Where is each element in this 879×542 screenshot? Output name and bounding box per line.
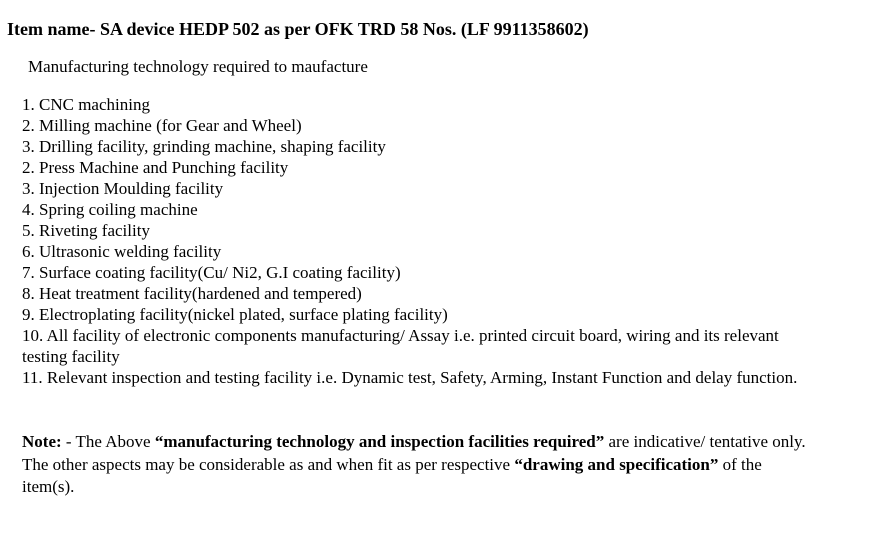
requirements-list xyxy=(22,94,812,388)
list-item: 10. All facility of electronic components manufacturing/ Assay i.e. printed circuit board, wiring and its relevant testing facility xyxy=(22,326,779,366)
list-item: 2. Milling machine (for Gear and Wheel) xyxy=(22,116,302,135)
list-item: 2. Press Machine and Punching facility xyxy=(22,158,289,177)
note-paragraph xyxy=(22,431,807,499)
list-item: 1. CNC machining xyxy=(22,95,150,114)
list-item: 9. Electroplating facility(nickel plated, surface plating facility) xyxy=(22,305,448,324)
manufacturing-subtitle: Manufacturing technology required to maufacture xyxy=(28,57,368,76)
note-bold-1: “manufacturing technology and inspection facilities required” xyxy=(154,432,605,451)
list-item: 6. Ultrasonic welding facility xyxy=(22,242,222,261)
note-text-2: are indicative/ tentative only. The other aspects may be considerable as and when fit as per respective xyxy=(22,432,806,474)
note-text-1: - The Above xyxy=(61,432,155,451)
list-item: 3. Injection Moulding facility xyxy=(22,179,224,198)
note-bold-2: “drawing and specification” xyxy=(514,454,719,474)
list-item: 3. Drilling facility, grinding machine, shaping facility xyxy=(22,137,386,156)
note-label: Note: xyxy=(22,432,62,451)
list-item: 8. Heat treatment facility(hardened and tempered) xyxy=(22,284,362,303)
item-name-title: Item name- SA device HEDP 502 as per OFK TRD 58 Nos. (LF 9911358602) xyxy=(7,19,589,39)
list-item: 11. Relevant inspection and testing facility i.e. Dynamic test, Safety, Arming, Instant Function and delay function. xyxy=(22,368,798,387)
note-text-3: of the item(s). xyxy=(22,454,762,496)
list-item: 4. Spring coiling machine xyxy=(22,200,198,219)
list-item: 7. Surface coating facility(Cu/ Ni2, G.I coating facility) xyxy=(22,263,401,282)
list-item: 5. Riveting facility xyxy=(22,221,150,240)
